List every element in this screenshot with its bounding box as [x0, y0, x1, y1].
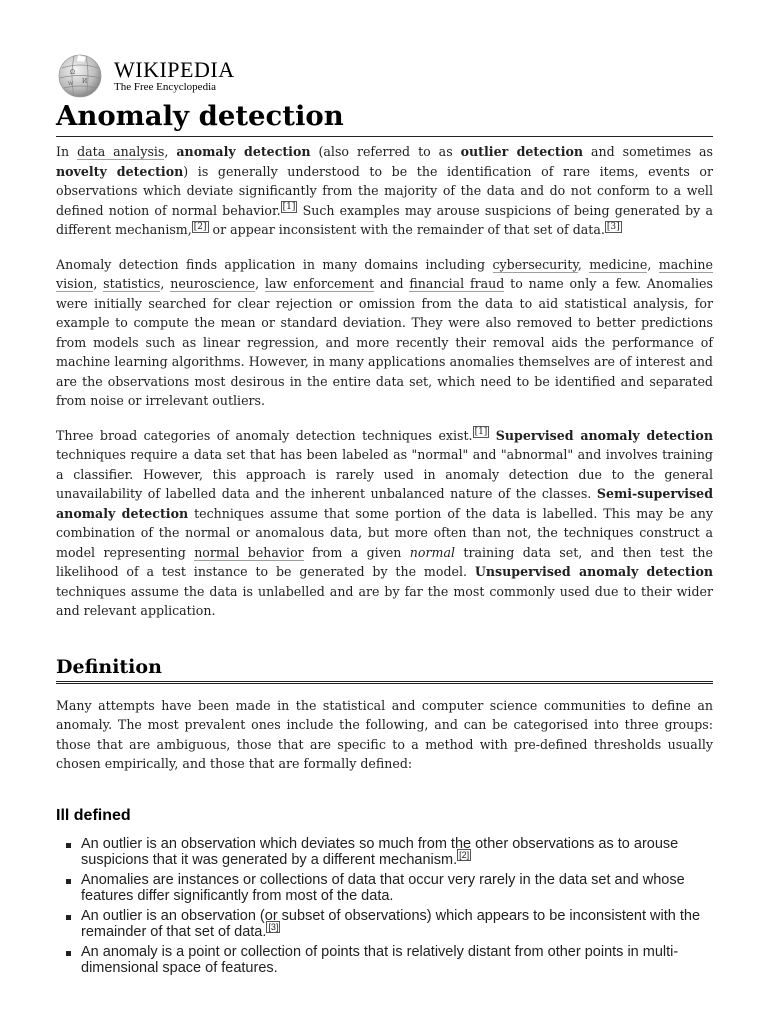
section-heading-definition: Definition	[56, 654, 713, 684]
svg-text:W: W	[68, 81, 74, 87]
definition-paragraph: Many attempts have been made in the statistical and computer science communities to define an anomaly. The most prevalent ones include the following, and can be categorised into three groups: those that are ambiguous, those that are specific to a method with pre-defined thresholds usually chosen empirically, and those that are formally defined:	[56, 697, 713, 771]
citation-2[interactable]: [2]	[193, 221, 207, 232]
article-body	[56, 142, 713, 980]
list-item: An outlier is an observation which deviates so much from the other observations as to arouse suspicions that it was generated by a different mechanism. [2]	[81, 836, 713, 869]
wikipedia-wordmark[interactable]: WIKIPEDIA	[114, 56, 235, 82]
svg-text:И: И	[82, 78, 88, 85]
citation-1[interactable]: [1]	[282, 202, 296, 213]
list-item: An anomaly is a point or collection of points that is relatively distant from other points in multi-dimensional space of features.	[81, 944, 713, 977]
citation-3[interactable]: [3]	[606, 221, 620, 232]
list-item: An outlier is an observation (or subset of observations) which appears to be inconsistent with the remainder of that set of data. [3]	[81, 908, 713, 941]
citation-1[interactable]: [1]	[474, 427, 488, 438]
subsection-heading-ill-defined: Ill defined	[56, 806, 131, 824]
citation-3[interactable]: [3]	[268, 922, 279, 933]
intro-paragraph-1: In data analysis, anomaly detection (also referred to as outlier detection and sometimes as novelty detection) is generally understood to be the identification of rare items, events or observations which deviate significantly from the majority of the data and do not conform to a well defined notion of normal behavior. [1] Such examples may arouse suspicions of being generated by a different mechanism, [2] or appear inconsistent with the remainder of that set of data. [3]	[56, 144, 713, 237]
page-title: Anomaly detection	[56, 96, 713, 137]
list-item: Anomalies are instances or collections of data that occur very rarely in the data set and whose features differ significantly from most of the data.	[81, 872, 713, 905]
link-machine-vision[interactable]: machine vision	[56, 256, 713, 291]
site-header[interactable]	[56, 54, 235, 98]
link-normal-behavior[interactable]: normal behavior	[194, 544, 304, 560]
ill-defined-list	[56, 836, 713, 977]
link-law-enforcement[interactable]: law enforcement	[264, 276, 375, 291]
link-data-analysis[interactable]: data analysis	[77, 144, 165, 159]
intro-paragraph-2: Anomaly detection finds application in many domains including cybersecurity, medicine, machine vision, statistics, neuroscience, law enforcement and financial fraud to name only a few. Anomalies were initially searched for clear rejection or omission from the data to aid statistical analysis, for example to compute the mean or standard deviation. They were also removed to better predictions from models such as linear regression, and more recently their removal aids the performance of machine learning algorithms. However, in many applications anomalies themselves are of interest and are the observations most desirous in the entire data set, which need to be identified and separated from noise or irrelevant outliers.	[56, 256, 713, 408]
citation-2[interactable]: [2]	[459, 850, 470, 861]
link-medicine[interactable]: medicine	[589, 256, 648, 272]
link-neuroscience[interactable]: neuroscience	[170, 276, 256, 291]
link-cybersecurity[interactable]: cybersecurity	[492, 256, 578, 272]
wikipedia-tagline: The Free Encyclopedia	[114, 80, 217, 93]
wordmark[interactable]	[114, 56, 235, 94]
wikipedia-puzzle-globe-icon[interactable]	[56, 54, 104, 98]
link-statistics[interactable]: statistics	[103, 276, 161, 291]
svg-text:Ω: Ω	[70, 69, 75, 76]
link-financial-fraud[interactable]: financial fraud	[409, 276, 505, 291]
intro-paragraph-3: Three broad categories of anomaly detection techniques exist. [1] Supervised anomaly detection techniques require a data set that has been labeled as "normal" and "abnormal" and involves training a classifier. However, this approach is rarely used in anomaly detection due to the general unavailability of labelled data and the inherent unbalanced nature of the classes. Semi-supervised anomaly detection techniques assume that some portion of the data is labelled. This may be any combination of the normal or anomalous data, but more often than not, the techniques construct a model representing normal behavior from a given normal training data set, and then test the likelihood of a test instance to be generated by the model. Unsupervised anomaly detection techniques assume the data is unlabelled and are by far the most commonly used due to their wider and relevant application.	[56, 427, 713, 618]
